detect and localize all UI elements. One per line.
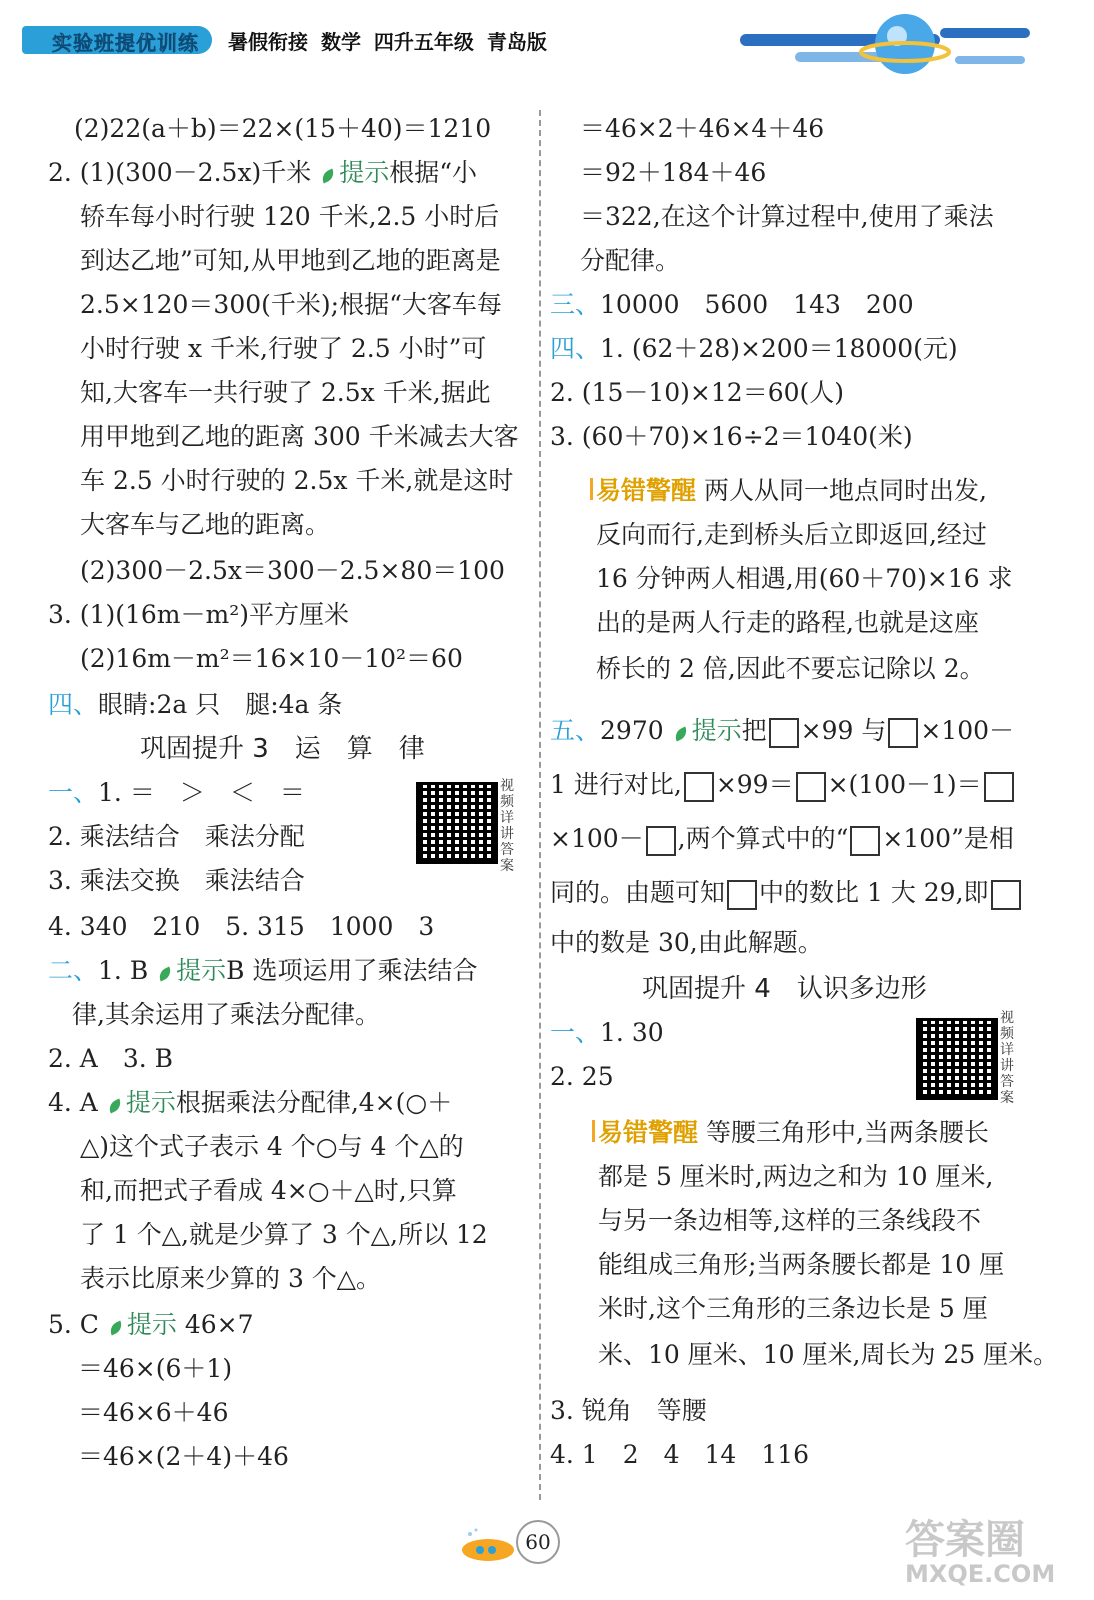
answer-line: 2. 25: [550, 1062, 614, 1091]
answer-line: 4. 340 210 5. 315 1000 3: [48, 912, 435, 941]
warning-line: 16 分钟两人相遇,用(60＋70)×16 求: [596, 564, 1013, 593]
qr-label: 视频详讲答案: [1000, 1010, 1014, 1106]
hint-text: ×99 与: [800, 716, 887, 745]
answer-line: 小时行驶 x 千米,行驶了 2.5 小时”可: [80, 334, 487, 363]
warning-label: 易错警醒: [596, 476, 697, 505]
section-number: 三、: [550, 290, 601, 319]
hint-text: 46×7: [184, 1310, 254, 1339]
answer-text: 4. A: [48, 1088, 98, 1117]
planet-decoration-icon: [735, 8, 1035, 88]
hint-label: 提示: [125, 1088, 176, 1117]
answer-line: 3. (60＋70)×16÷2＝1040(米): [550, 422, 913, 451]
warning-label: 易错警醒: [598, 1118, 699, 1147]
answer-line: 了 1 个△,就是少算了 3 个△,所以 12: [80, 1220, 488, 1249]
answer-text: 1. 30: [600, 1018, 664, 1047]
hint-leaf-icon: [672, 727, 689, 742]
hint-text: 根据乘法分配律,4×(○＋: [175, 1088, 453, 1117]
page-number: 60: [516, 1520, 560, 1564]
answer-line: ＝46×(2＋4)＋46: [78, 1442, 289, 1471]
answer-line: 2. (15－10)×12＝60(人): [550, 378, 845, 407]
answer-text: 10000 5600 143 200: [600, 290, 914, 319]
hint-text: ×100”是相: [882, 824, 1014, 853]
hint-text: ×100－: [550, 824, 644, 853]
answer-line: 到达乙地”可知,从甲地到乙地的距离是: [80, 246, 501, 275]
qr-label: 视频详讲答案: [500, 778, 514, 874]
warning-mark-icon: [590, 478, 593, 500]
blank-box: [646, 826, 676, 856]
answer-line: 2. A 3. B: [48, 1044, 174, 1073]
answer-line: [550, 878, 1023, 910]
warning-text: 两人从同一地点同时出发,: [703, 476, 987, 505]
answer-line: ＝322,在这个计算过程中,使用了乘法: [580, 202, 994, 231]
page-header: [0, 0, 1094, 100]
answer-line: 3. 乘法交换 乘法结合: [48, 866, 305, 895]
answer-line: (2)22(a＋b)＝22×(15＋40)＝1210: [74, 114, 492, 143]
hint-text: ×(100－1)＝: [827, 770, 982, 799]
warning-line: [596, 476, 987, 506]
answer-text: 1. ＝ ＞ ＜ ＝: [98, 778, 305, 807]
answer-line: 律,其余运用了乘法分配律。: [72, 1000, 380, 1029]
warning-line: 桥长的 2 倍,因此不要忘记除以 2。: [596, 654, 985, 683]
answer-line: ＝46×6＋46: [78, 1398, 229, 1427]
hint-text: 把: [741, 716, 767, 745]
blank-box: [984, 772, 1014, 802]
answer-line: 3. 锐角 等腰: [550, 1396, 707, 1425]
hint-text: ×99＝: [715, 770, 794, 799]
warning-mark-icon: [592, 1120, 595, 1142]
answer-line: (2)16m－m²＝16×10－10²＝60: [80, 644, 463, 673]
answer-line: [550, 290, 914, 320]
warning-line: 反向而行,走到桥头后立即返回,经过: [596, 520, 987, 549]
hint-text: ×100－: [920, 716, 1015, 745]
blank-box: [769, 718, 799, 748]
blank-box: [796, 772, 826, 802]
answer-line: 知,大客车一共行驶了 2.5x 千米,据此: [80, 378, 491, 407]
section-number: 五、: [550, 716, 601, 745]
answer-line: [48, 690, 342, 720]
hint-leaf-icon: [320, 169, 337, 184]
brand-title: 实验班提优训练: [52, 31, 199, 55]
hint-text: 中的数比 1 大 29,即: [759, 878, 989, 907]
hint-leaf-icon: [107, 1321, 124, 1336]
section-title: 巩固提升 3 运 算 律: [140, 734, 425, 764]
warning-line: 能组成三角形;当两条腰长都是 10 厘: [598, 1250, 1005, 1279]
answer-line: 中的数是 30,由此解题。: [550, 928, 823, 957]
watermark-logo: 答案圈: [905, 1517, 1025, 1563]
answer-line: 大客车与乙地的距离。: [80, 510, 331, 539]
answer-line: 轿车每小时行驶 120 千米,2.5 小时后: [80, 202, 500, 231]
blank-box: [991, 880, 1021, 910]
section-number: 一、: [550, 1018, 601, 1047]
answer-line: ＝92＋184＋46: [580, 158, 767, 187]
section-number: 一、: [48, 778, 99, 807]
book-title: 暑假衔接 数学 四升五年级 青岛版: [228, 30, 547, 54]
section-number: 二、: [48, 956, 99, 985]
answer-line: [48, 158, 477, 188]
answer-line: [550, 824, 1014, 856]
submarine-icon: [458, 1528, 518, 1564]
hint-text: 1 进行对比,: [550, 770, 682, 799]
section-number: 四、: [550, 334, 601, 363]
warning-line: [598, 1118, 989, 1148]
hint-text: ,两个算式中的“: [677, 824, 849, 853]
hint-text: 根据“小: [389, 158, 478, 187]
answer-line: [550, 334, 958, 364]
warning-line: 米、10 厘米、10 厘米,周长为 25 厘米。: [598, 1340, 1059, 1369]
answer-text: 2970: [600, 716, 664, 745]
answer-line: [550, 1018, 664, 1048]
warning-line: 米时,这个三角形的三条边长是 5 厘: [598, 1294, 988, 1323]
answer-line: 4. 1 2 4 14 116: [550, 1440, 810, 1469]
answer-line: [48, 1088, 452, 1118]
answer-line: [48, 956, 477, 986]
watermark-url: MXQE.COM: [905, 1560, 1056, 1588]
answer-line: [48, 1310, 254, 1340]
warning-line: 都是 5 厘米时,两边之和为 10 厘米,: [598, 1162, 994, 1191]
answer-line: 车 2.5 小时行驶的 2.5x 千米,就是这时: [80, 466, 514, 495]
blank-box: [850, 826, 880, 856]
hint-text: B 选项运用了乘法结合: [226, 956, 478, 985]
hint-leaf-icon: [106, 1099, 123, 1114]
warning-line: 出的是两人行走的路程,也就是这座: [596, 608, 979, 637]
answer-line: 用甲地到乙地的距离 300 千米减去大客: [80, 422, 519, 451]
hint-label: 提示: [691, 716, 742, 745]
answer-line: 2.5×120＝300(千米);根据“大客车每: [80, 290, 502, 319]
answer-line: [550, 716, 1014, 748]
hint-label: 提示: [339, 158, 390, 187]
column-divider: [539, 110, 541, 1500]
hint-label: 提示: [126, 1310, 177, 1339]
answer-line: 3. (1)(16m－m²)平方厘米: [48, 600, 349, 629]
answer-line: (2)300－2.5x＝300－2.5×80＝100: [80, 556, 505, 585]
answer-text: 1. (62＋28)×200＝18000(元): [600, 334, 958, 363]
hint-leaf-icon: [157, 967, 174, 982]
answer-text: 5. C: [48, 1310, 99, 1339]
section-title: 巩固提升 4 认识多边形: [642, 974, 927, 1004]
answer-line: ＝46×(6＋1): [78, 1354, 233, 1383]
answer-line: ＝46×2＋46×4＋46: [580, 114, 825, 143]
answer-text: 眼睛:2a 只 腿:4a 条: [98, 690, 343, 719]
answer-line: 2. 乘法结合 乘法分配: [48, 822, 305, 851]
blank-box: [888, 718, 918, 748]
qr-code[interactable]: [416, 782, 498, 864]
section-number: 四、: [48, 690, 99, 719]
answer-line: 分配律。: [580, 246, 681, 275]
hint-label: 提示: [176, 956, 227, 985]
answer-line: [48, 778, 305, 808]
blank-box: [727, 880, 757, 910]
warning-line: 与另一条边相等,这样的三条线段不: [598, 1206, 981, 1235]
hint-text: 同的。由题可知: [550, 878, 726, 907]
warning-text: 等腰三角形中,当两条腰长: [705, 1118, 989, 1147]
answer-text: 2. (1)(300－2.5x)千米: [48, 158, 312, 187]
blank-box: [684, 772, 714, 802]
answer-text: 1. B: [98, 956, 149, 985]
answer-line: 和,而把式子看成 4×○＋△时,只算: [80, 1176, 457, 1205]
answer-line: 表示比原来少算的 3 个△。: [80, 1264, 382, 1293]
answer-line: △)这个式子表示 4 个○与 4 个△的: [80, 1132, 464, 1161]
answer-line: [550, 770, 1016, 802]
qr-code[interactable]: [916, 1018, 998, 1100]
